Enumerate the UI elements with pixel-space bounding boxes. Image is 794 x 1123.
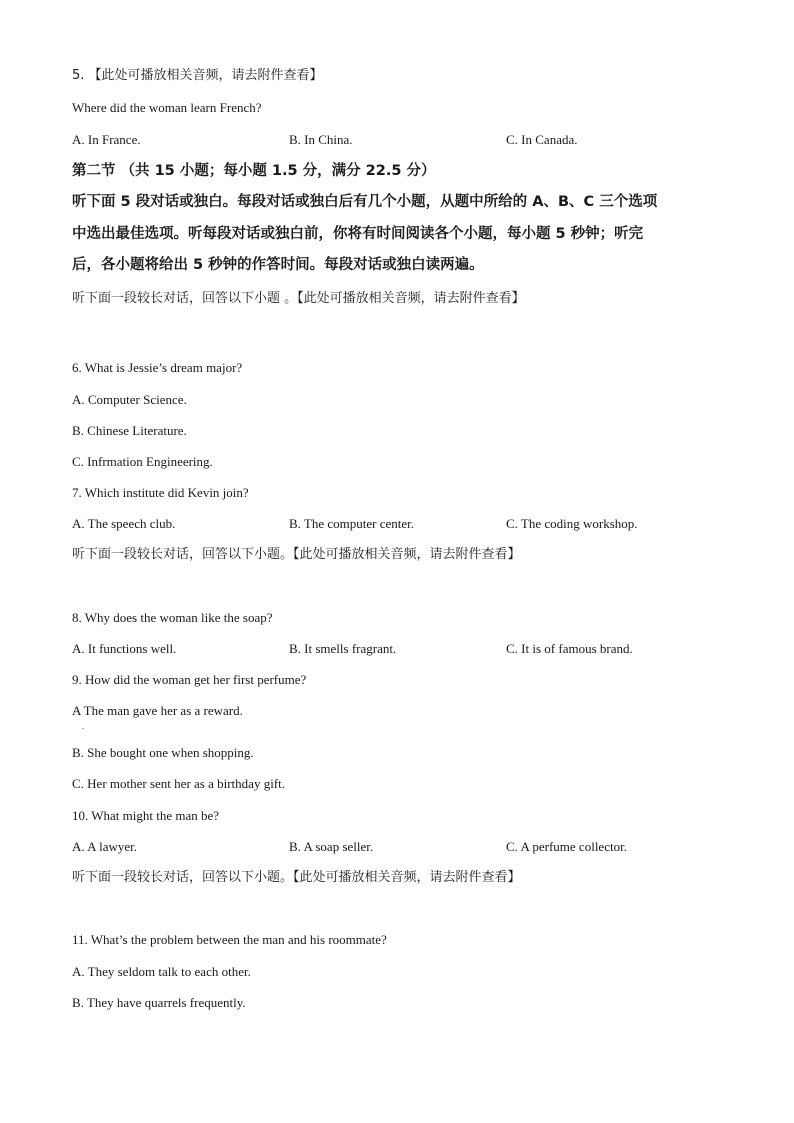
q10-option-b: B. A soap seller. [289,839,374,854]
q11-question: 11. What’s the problem between the man and his roommate? [72,932,387,947]
q5-option-a: A. In France. [72,132,141,147]
q5-option-b: B. In China. [289,132,353,147]
q5-question: Where did the woman learn French? [72,100,262,115]
section2-instruction-line-1: 听下面 5 段对话或独白。每段对话或独白后有几个小题，从题中所给的 A、B、C 三个选项 [72,194,658,210]
q5-header: 5. 【此处可播放相关音频，请去附件查看】 [72,68,323,83]
dialog-1-prompt: 听下面一段较长对话，回答以下小题 。【此处可播放相关音频，请去附件查看】 [72,291,525,306]
q5-option-c: C. In Canada. [506,132,578,147]
q10-option-c: C. A perfume collector. [506,839,627,854]
q8-option-b: B. It smells fragrant. [289,641,397,656]
section2-instruction-line-2: 中选出最佳选项。听每段对话或独白前，你将有时间阅读各个小题，每小题 5 秒钟；听完 [72,226,644,242]
q10-question: 10. What might the man be? [72,808,220,823]
section2-title: 第二节 （共 15 小题；每小题 1.5 分，满分 22.5 分） [72,163,436,179]
q7-option-c: C. The coding workshop. [506,516,638,531]
section2-instruction-line-3: 后，各小题将给出 5 秒钟的作答时间。每段对话或独白读两遍。 [72,257,484,273]
dialog-3-prompt: 听下面一段较长对话，回答以下小题。【此处可播放相关音频，请去附件查看】 [72,870,521,885]
q7-option-b: B. The computer center. [289,516,415,531]
q6-question: 6. What is Jessie’s dream major? [72,360,243,375]
q7-option-a: A. The speech club. [72,516,176,531]
q9-option-a: A The man gave her as a reward. [72,703,243,718]
q6-option-b: B. Chinese Literature. [72,423,187,438]
q8-question: 8. Why does the woman like the soap? [72,610,273,625]
q6-option-a: A. Computer Science. [72,392,187,407]
q6-option-c: C. Infrmation Engineering. [72,454,213,469]
q10-option-a: A. A lawyer. [72,839,137,854]
q11-option-a: A. They seldom talk to each other. [72,964,251,979]
q9-option-c: C. Her mother sent her as a birthday gift. [72,776,285,791]
dialog-2-prompt: 听下面一段较长对话，回答以下小题。【此处可播放相关音频，请去附件查看】 [72,547,521,562]
q9-option-b: B. She bought one when shopping. [72,745,254,760]
q9-question: 9. How did the woman get her first perfume? [72,672,307,687]
q7-question: 7. Which institute did Kevin join? [72,485,249,500]
stray-dot: . [82,722,84,731]
q8-option-c: C. It is of famous brand. [506,641,633,656]
q8-option-a: A. It functions well. [72,641,177,656]
q11-option-b: B. They have quarrels frequently. [72,995,246,1010]
